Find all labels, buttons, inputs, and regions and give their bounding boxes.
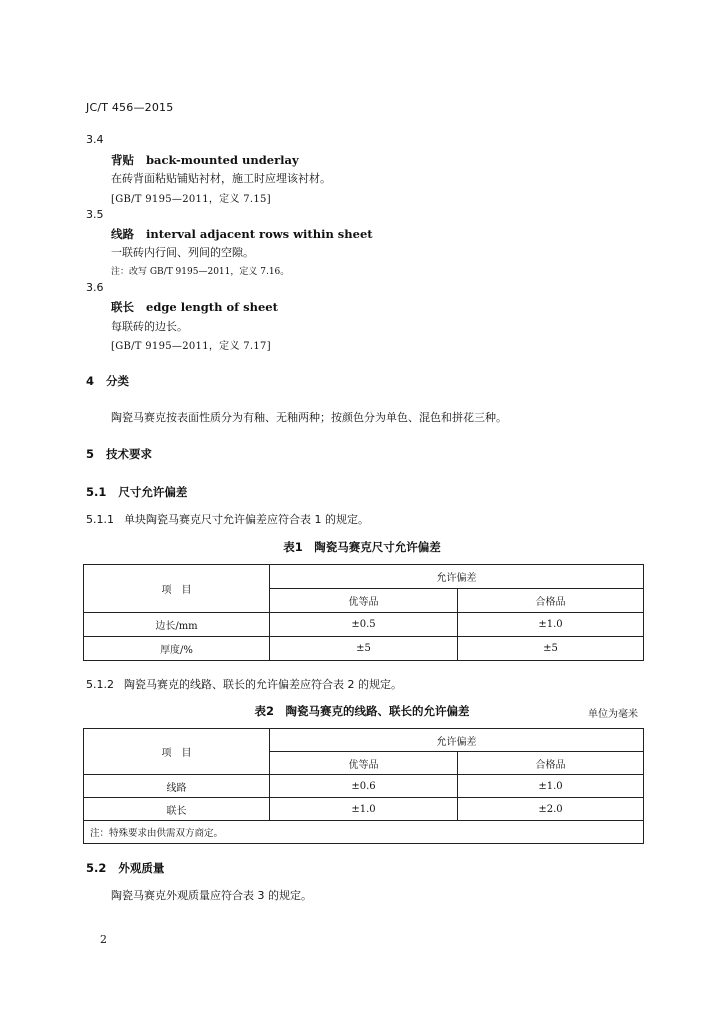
table-header-second: 合格品 (458, 752, 644, 775)
table-header-second: 合格品 (458, 589, 644, 613)
section-title: 分类 (106, 374, 130, 388)
section-number: 5 (86, 447, 95, 461)
clause-number: 5.1.1 (86, 513, 114, 526)
table-caption: 表2 陶瓷马赛克的线路、联长的允许偏差 (254, 704, 470, 718)
section-title: 尺寸允许偏差 (118, 485, 188, 499)
section-heading (86, 373, 129, 389)
term-definition: 在砖背面粘贴铺贴衬材，施工时应埋该衬材。 (111, 172, 331, 185)
table-1 (83, 564, 644, 661)
term-zh: 联长 (111, 300, 134, 314)
term-number: 3.6 (86, 281, 104, 294)
table-cell: 联长 (84, 798, 270, 821)
table-cell: ±1.0 (270, 798, 458, 821)
subsection-heading (86, 484, 187, 500)
table-caption: 表1 陶瓷马赛克尺寸允许偏差 (283, 540, 441, 554)
table-header-item: 项 目 (84, 729, 270, 775)
table-unit: 单位为毫米 (588, 709, 638, 720)
clause (86, 676, 402, 692)
clause-number: 5.1.2 (86, 678, 114, 691)
table-cell: 线路 (84, 775, 270, 798)
clause-text: 单块陶瓷马赛克尺寸允许偏差应符合表 1 的规定。 (124, 513, 369, 526)
page-number: 2 (100, 933, 107, 946)
section-heading (86, 446, 152, 462)
term-zh: 线路 (111, 227, 134, 241)
table-header-item: 项 目 (84, 565, 270, 613)
table-cell: 边长/mm (84, 613, 270, 637)
table-note-row (84, 821, 644, 844)
table-cell: 厚度/% (84, 637, 270, 661)
term-title (111, 226, 373, 242)
term-definition: 每联砖的边长。 (111, 320, 188, 333)
table-cell: ±5 (270, 637, 458, 661)
term-en: interval adjacent rows within sheet (146, 227, 373, 241)
term-note: 注：改写 GB/T 9195—2011，定义 7.16。 (111, 267, 290, 277)
term-number: 3.4 (86, 133, 104, 146)
table-row (84, 775, 644, 798)
table-row (84, 798, 644, 821)
table-row (84, 637, 644, 661)
clause (86, 511, 369, 527)
table-header-group: 允许偏差 (270, 729, 644, 752)
table-header-first: 优等品 (270, 752, 458, 775)
table-cell: ±1.0 (458, 775, 644, 798)
term-definition: 一联砖内行间、列间的空隙。 (111, 246, 254, 259)
table-header-group: 允许偏差 (270, 565, 644, 589)
table-cell: ±1.0 (458, 613, 644, 637)
term-source: [GB/T 9195—2011，定义 7.17] (111, 341, 271, 352)
term-title (111, 299, 278, 315)
table-2 (83, 728, 644, 844)
term-source: [GB/T 9195—2011，定义 7.15] (111, 194, 271, 205)
table-cell: ±0.5 (270, 613, 458, 637)
table-header-first: 优等品 (270, 589, 458, 613)
table-cell: ±2.0 (458, 798, 644, 821)
table-cell: ±0.6 (270, 775, 458, 798)
standard-number-header: JC/T 456—2015 (86, 101, 174, 114)
term-number: 3.5 (86, 208, 104, 221)
section-number: 5.1 (86, 485, 107, 499)
table-cell: ±5 (458, 637, 644, 661)
term-en: back-mounted underlay (146, 153, 299, 167)
subsection-heading (86, 860, 164, 876)
paragraph: 陶瓷马赛克外观质量应符合表 3 的规定。 (111, 889, 312, 902)
table-note: 注：特殊要求由供需双方商定。 (84, 821, 644, 844)
section-title: 技术要求 (106, 447, 153, 461)
clause-text: 陶瓷马赛克的线路、联长的允许偏差应符合表 2 的规定。 (124, 678, 402, 691)
paragraph: 陶瓷马赛克按表面性质分为有釉、无釉两种；按颜色分为单色、混色和拼花三种。 (111, 411, 507, 424)
section-title: 外观质量 (118, 861, 165, 875)
section-number: 5.2 (86, 861, 107, 875)
section-number: 4 (86, 374, 95, 388)
table-row (84, 613, 644, 637)
term-title (111, 152, 299, 168)
term-en: edge length of sheet (146, 300, 278, 314)
term-zh: 背贴 (111, 153, 134, 167)
